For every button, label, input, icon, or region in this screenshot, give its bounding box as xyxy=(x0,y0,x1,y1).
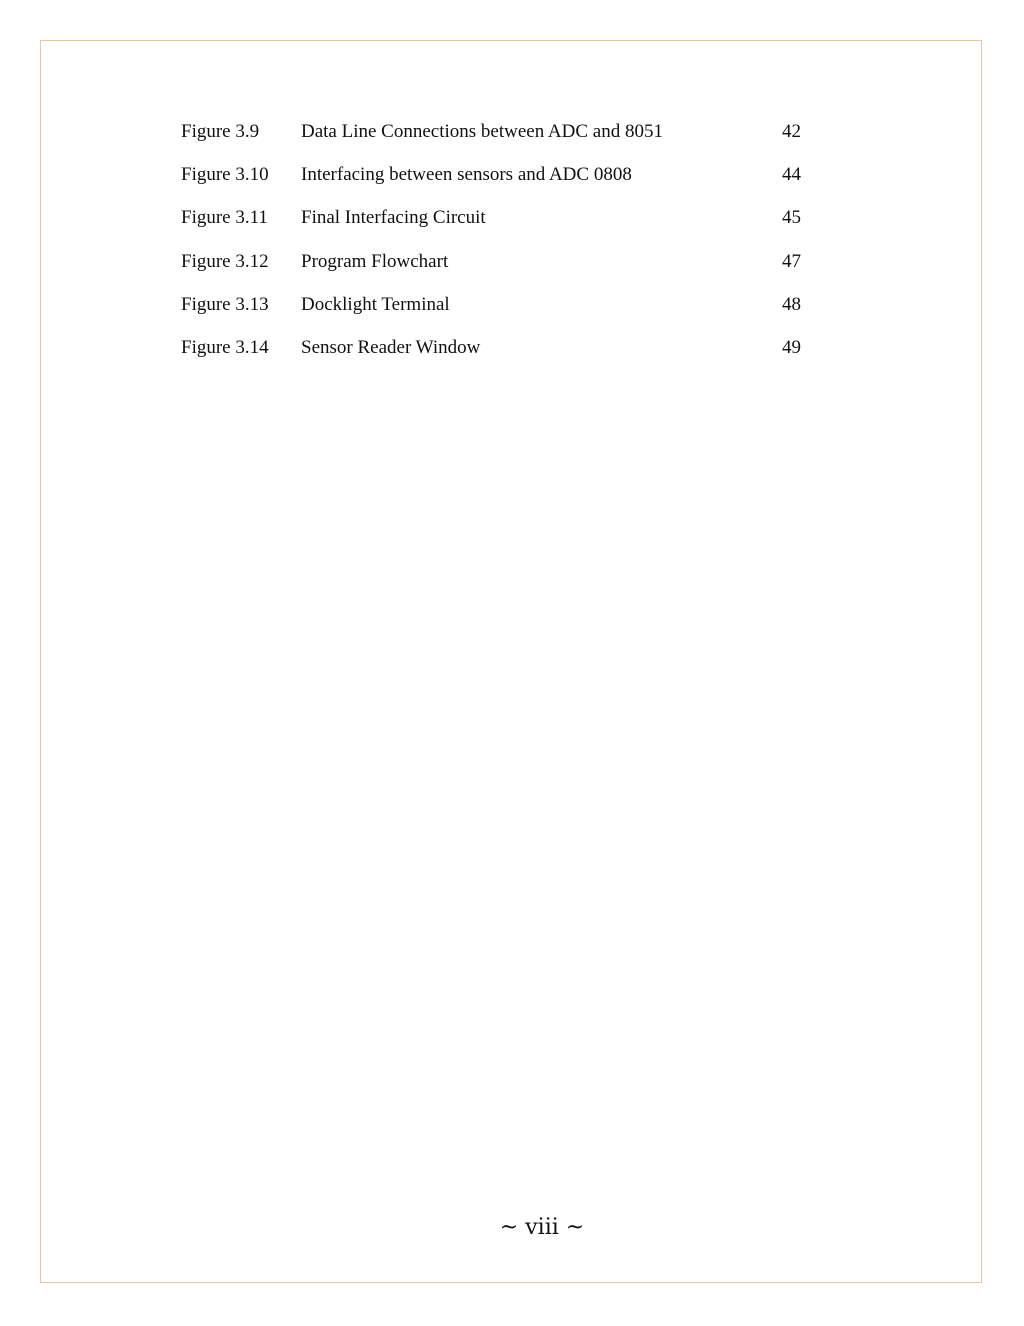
figure-title: Sensor Reader Window xyxy=(301,336,481,358)
figure-entry xyxy=(181,161,821,204)
figure-page-number: 48 xyxy=(782,293,801,315)
figure-title: Final Interfacing Circuit xyxy=(301,207,486,229)
figure-page-number: 44 xyxy=(782,164,801,186)
figure-label: Figure 3.11 xyxy=(181,207,268,229)
figure-label: Figure 3.10 xyxy=(181,164,269,186)
figure-label: Figure 3.13 xyxy=(181,293,269,315)
figure-title: Docklight Terminal xyxy=(301,293,450,315)
figure-title: Program Flowchart xyxy=(301,250,449,272)
page-footer-number: ~ viii ~ xyxy=(499,1215,585,1240)
figure-entry xyxy=(181,334,821,377)
figure-entry xyxy=(181,204,821,247)
figure-page-number: 42 xyxy=(782,121,801,142)
figure-entry xyxy=(181,291,821,334)
figure-label: Figure 3.12 xyxy=(181,250,269,272)
figure-page-number: 47 xyxy=(782,250,801,272)
figure-page-number: 45 xyxy=(782,207,801,229)
figure-title: Interfacing between sensors and ADC 0808 xyxy=(301,164,632,186)
figure-title: Data Line Connections between ADC and 8051 xyxy=(301,121,663,142)
list-of-figures xyxy=(181,118,821,377)
figure-label: Figure 3.9 xyxy=(181,121,260,142)
figure-entry xyxy=(181,248,821,291)
figure-label: Figure 3.14 xyxy=(181,336,269,358)
figure-entry xyxy=(181,118,821,161)
figure-page-number: 49 xyxy=(782,336,801,358)
